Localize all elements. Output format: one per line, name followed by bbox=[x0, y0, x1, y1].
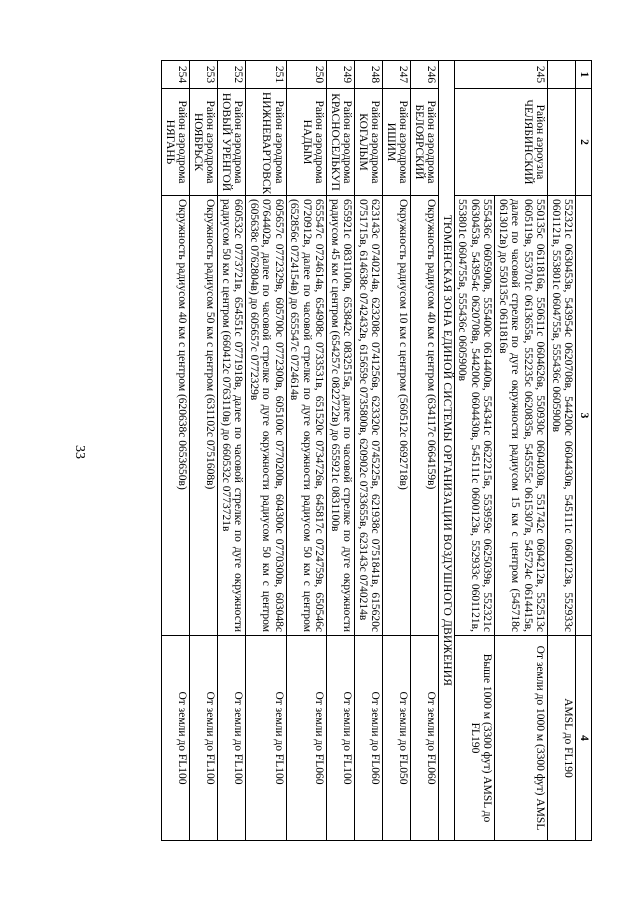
zone-boundary: 655547с 0724614в, 654908с 0733531в, 651520с 0734726в, 645817с 0724759в, 650546с 0720912в, далее по часовой стрелке по дуге окружности радиусом 50 км с центром (652856с 0724154в) до 655547с 0724614в bbox=[287, 196, 328, 636]
section-row bbox=[439, 61, 455, 841]
zone-name: Район аэродрома НОВЫЙ УРЕНГОЙ bbox=[218, 89, 246, 196]
zone-name: Район аэродрома НЯГАНЬ bbox=[162, 89, 190, 196]
row-number: 246 bbox=[411, 61, 439, 89]
zone-name: Район аэродрома КОГАЛЫМ bbox=[355, 89, 383, 196]
table-row bbox=[355, 61, 383, 841]
header-col-3: 3 bbox=[576, 196, 592, 636]
zone-name: Район аэродрома ИШИМ bbox=[383, 89, 411, 196]
header-row bbox=[576, 61, 592, 841]
vertical-limits: От земли до FL060 bbox=[287, 636, 328, 841]
zone-boundary: Окружность радиусом 40 км с центром (634117с 0664159в) bbox=[411, 196, 439, 636]
zone-boundary: 623143с 0740214в, 623208с 0741256в, 623320с 0745225в, 621938с 0751841в, 615620с 0751715в, 614638с 0742432в, 615659с 0735800в, 620902с 0733655в, 623143с 0740214в bbox=[355, 196, 383, 636]
row-number: 250 bbox=[287, 61, 328, 89]
row-number: 254 bbox=[162, 61, 190, 89]
vertical-limits: От земли до FL100 bbox=[327, 636, 355, 841]
row-number: 247 bbox=[383, 61, 411, 89]
zone-name: Район аэродрома НОЯБРЬСК bbox=[190, 89, 218, 196]
row-number bbox=[548, 61, 576, 89]
zone-boundary: 552321с 0630453в, 543954с 0620708в, 544200с 0604430в, 545111с 0600123в, 552933с 0601121в, 553801с 0604755в, 555436с 0605900в bbox=[548, 196, 576, 636]
zone-boundary: Окружность радиусом 50 км с центром (631102с 0751608в) bbox=[190, 196, 218, 636]
vertical-limits: От земли до FL100 bbox=[218, 636, 246, 841]
zone-name: Район аэроузла ЧЕЛЯБИНСКИЙ bbox=[455, 89, 549, 196]
header-col-2: 2 bbox=[576, 89, 592, 196]
zone-boundary: Окружность радиусом 10 км с центром (560512с 0692718в) bbox=[383, 196, 411, 636]
zone-boundary: Окружность радиусом 40 км с центром (620638с 0653650в) bbox=[162, 196, 190, 636]
section-title: ТЮМЕНСКАЯ ЗОНА ЕДИНОЙ СИСТЕМЫ ОРГАНИЗАЦИИ ВОЗДУШНОГО ДВИЖЕНИЯ bbox=[439, 61, 455, 841]
vertical-limits: От земли до FL060 bbox=[411, 636, 439, 841]
header-col-1: 1 bbox=[576, 61, 592, 89]
table-container bbox=[108, 60, 592, 840]
zone-boundary: 605657с 0772329в, 605700с 0772300в, 605100с 0770200в, 604300с 0770300в, 603048с 0764402в, далее по часовой стрелке по дуге окружности радиусом 50 км с центром (605638с 0762804в) до 605657с 0772329в bbox=[246, 196, 287, 636]
zone-boundary: 660532с 0773721в, 654551с 0771918в, далее по часовой стрелке по дуге окружности радиусом 50 км с центром (660412с 0763110в) до 660532с 0773721в bbox=[218, 196, 246, 636]
zone-name: Район аэродрома НИЖНЕВАРТОВСК bbox=[246, 89, 287, 196]
vertical-limits: AMSL до FL190 bbox=[548, 636, 576, 841]
table-row bbox=[383, 61, 411, 841]
row-number: 253 bbox=[190, 61, 218, 89]
header-col-4: 4 bbox=[576, 636, 592, 841]
table-row bbox=[246, 61, 287, 841]
vertical-limits: От земли до FL060 bbox=[355, 636, 383, 841]
row-number: 252 bbox=[218, 61, 246, 89]
vertical-limits: От земли до FL100 bbox=[190, 636, 218, 841]
table-row bbox=[287, 61, 328, 841]
zone-boundary: 555436с 0605900в, 555400с 0614400в, 554341с 0622215в, 553959с 0625039в, 552321с 0630453в, 543954с 0620708в, 544200с 0604430в, 545111с 0600123в, 552933с 0601121в, 553801с 0604755в, 555436с 0605900в bbox=[455, 196, 496, 636]
table-row bbox=[162, 61, 190, 841]
airspace-table bbox=[162, 60, 593, 841]
table-row bbox=[190, 61, 218, 841]
zone-name: Район аэродрома КРАСНОСЕЛЬКУП bbox=[327, 89, 355, 196]
table-row bbox=[411, 61, 439, 841]
vertical-limits: Выше 1000 м (3300 фут) AMSL до FL190 bbox=[455, 636, 496, 841]
row-number: 248 bbox=[355, 61, 383, 89]
zone-name bbox=[548, 89, 576, 196]
row-number: 245 bbox=[455, 61, 549, 89]
vertical-limits: От земли до FL100 bbox=[162, 636, 190, 841]
zone-boundary: 655921с 0831100в, 653842с 0832515в, далее по часовой стрелке по дуге окружности радиусом 45 км с центром (654257с 0822722в) до 655921с 0831100в bbox=[327, 196, 355, 636]
table-row bbox=[495, 61, 548, 841]
table-row bbox=[327, 61, 355, 841]
row-number: 251 bbox=[246, 61, 287, 89]
zone-name: Район аэродрома БЕЛОЯРСКИЙ bbox=[411, 89, 439, 196]
vertical-limits: От земли до FL050 bbox=[383, 636, 411, 841]
zone-boundary: 550135с 0611816в, 550611с 0604626в, 550930с 0604030в, 551742с 0604212в, 552513с 0605119в, 553701с 0613655в, 552235с 0620835в, 545555с 0615307в, 545724с 0614415в, далее по часовой стрелке по дуге окружности радиусом 15 км с центром (545718с 0613012в) до 550135с 0611816в bbox=[495, 196, 548, 636]
table-row bbox=[548, 61, 576, 841]
zone-name: Район аэродрома НАДЫМ bbox=[287, 89, 328, 196]
vertical-limits: От земли до 1000 м (3300 фут) AMSL bbox=[495, 636, 548, 841]
page-number: 33 bbox=[72, 445, 87, 459]
table-row bbox=[218, 61, 246, 841]
vertical-limits: От земли до FL100 bbox=[246, 636, 287, 841]
rotated-table-area bbox=[108, 60, 592, 840]
row-number: 249 bbox=[327, 61, 355, 89]
